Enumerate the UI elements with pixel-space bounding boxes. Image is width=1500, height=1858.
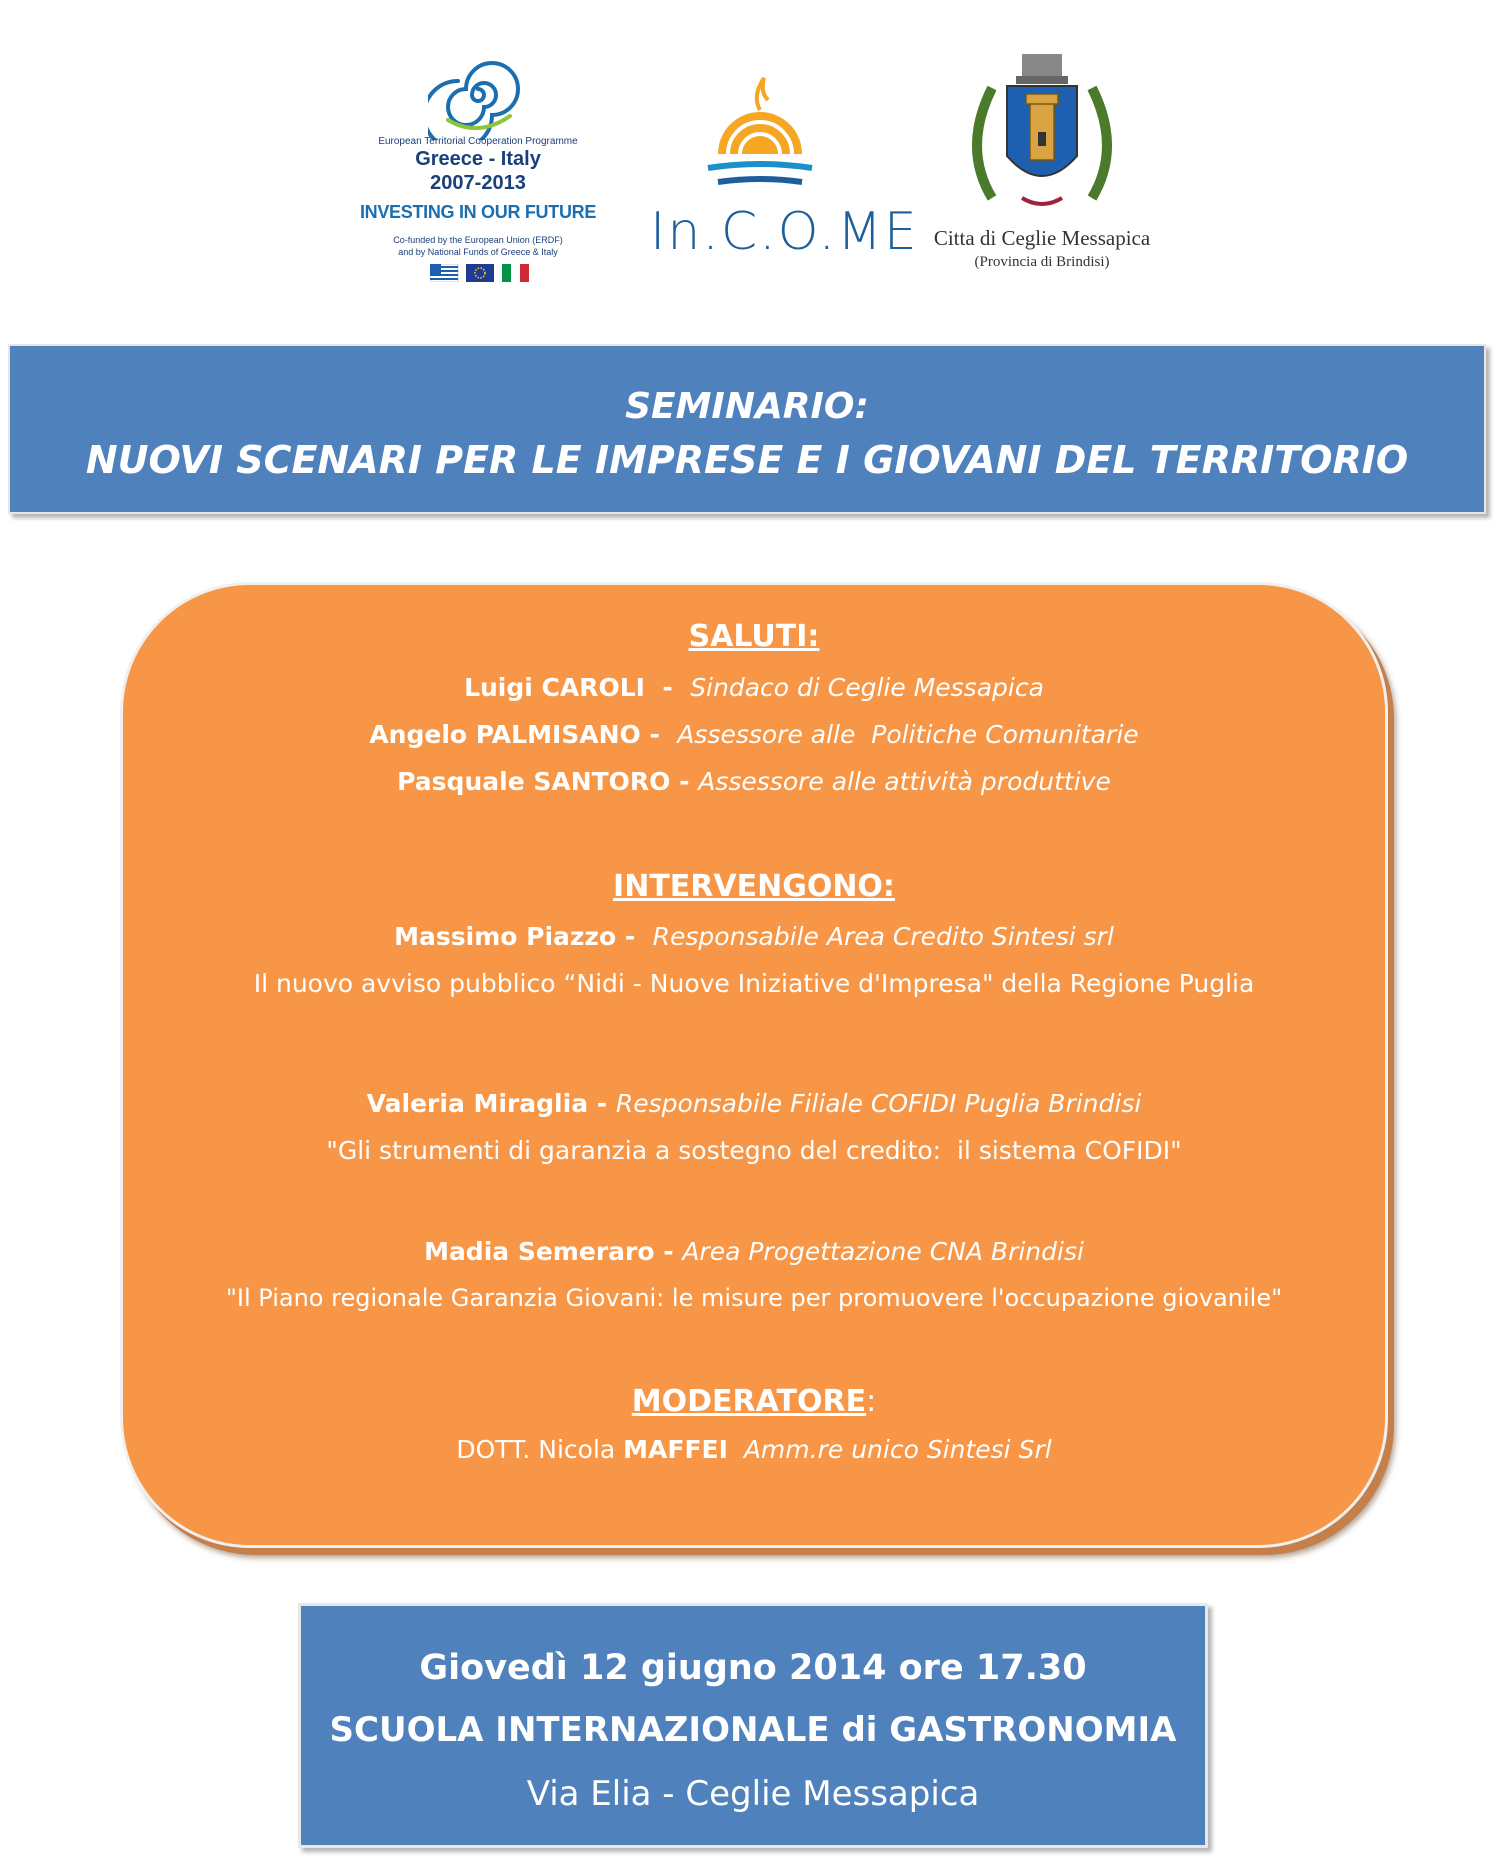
intervengono-heading: INTERVENGONO:: [613, 869, 895, 904]
funding-line-2: and by National Funds of Greece & Italy: [398, 247, 558, 257]
ceglie-name: Citta di Ceglie Messapica: [933, 226, 1151, 250]
saluti-person: Angelo PALMISANO - Assessore alle Politiche Comunitarie: [369, 720, 1139, 749]
ceglie-coat-of-arms: [912, 48, 1172, 298]
programme-slogan: INVESTING IN OUR FUTURE: [359, 202, 597, 222]
saluti-heading: SALUTI:: [688, 619, 820, 654]
moderatore-heading: MODERATORE:: [631, 1384, 877, 1419]
speaker-role: Area Progettazione CNA Brindisi: [682, 1237, 1084, 1266]
person-role: Assessore alle attività produttive: [698, 767, 1111, 796]
speaker-role: Responsabile Area Credito Sintesi srl: [652, 922, 1114, 951]
speaker-name: Valeria Miraglia: [366, 1089, 589, 1118]
ceglie-province: (Provincia di Brindisi): [974, 254, 1110, 270]
flags-icon: [430, 264, 530, 282]
speaker-topic: "Gli strumenti di garanzia a sostegno del credito: il sistema COFIDI": [326, 1136, 1182, 1165]
person-name: Angelo PALMISANO: [369, 720, 641, 749]
moderatore-surname: MAFFEI: [623, 1435, 728, 1464]
seminar-title: NUOVI SCENARI PER LE IMPRESE E I GIOVANI DEL TERRITORIO: [85, 438, 1409, 482]
moderatore-role: Amm.re unico Sintesi Srl: [727, 1435, 1052, 1464]
income-wordmark: In.C.O.ME: [650, 202, 919, 262]
sun-waves-icon: [700, 70, 820, 195]
speaker-line: Madia Semeraro - Area Progettazione CNA Brindisi: [424, 1237, 1084, 1266]
title-banner: [8, 344, 1486, 514]
person-name: Pasquale SANTORO: [397, 767, 671, 796]
speaker-name: Madia Semeraro: [424, 1237, 655, 1266]
moderatore-line: [123, 1435, 1385, 1464]
speaker-role: Responsabile Filiale COFIDI Puglia Brindisi: [615, 1089, 1142, 1118]
saluti-person: Luigi CAROLI - Sindaco di Ceglie Messapica: [464, 673, 1044, 702]
programme-funding: [358, 234, 598, 258]
speaker-topic: "Il Piano regionale Garanzia Giovani: le misure per promuovere l'occupazione giovanile": [225, 1284, 1283, 1312]
person-role: Assessore alle Politiche Comunitarie: [677, 720, 1139, 749]
event-info-box: [298, 1603, 1208, 1848]
programme-countries: Greece - Italy: [415, 148, 541, 170]
speaker-line: Valeria Miraglia - Responsabile Filiale COFIDI Puglia Brindisi: [366, 1089, 1142, 1118]
saluti-person: Pasquale SANTORO - Assessore alle attività produttive: [397, 767, 1111, 796]
speaker-line: Massimo Piazzo - Responsabile Area Credito Sintesi srl: [394, 922, 1114, 951]
speaker-topic: Il nuovo avviso pubblico “Nidi - Nuove Iniziative d'Impresa" della Regione Puglia: [253, 969, 1255, 998]
programme-panel: [120, 582, 1388, 1548]
coat-of-arms-icon: [952, 48, 1132, 223]
moderatore-prefix: DOTT. Nicola: [456, 1435, 624, 1464]
interreg-logo: [358, 44, 598, 294]
speaker-name: Massimo Piazzo: [394, 922, 617, 951]
seminar-label: SEMINARIO:: [625, 386, 869, 427]
event-address: Via Elia - Ceglie Messapica: [526, 1774, 980, 1814]
person-name: Luigi CAROLI: [464, 673, 645, 702]
swirl-icon: [428, 50, 528, 140]
event-venue: SCUOLA INTERNAZIONALE di GASTRONOMIA: [329, 1710, 1177, 1750]
programme-years: 2007-2013: [430, 172, 526, 194]
person-role: Sindaco di Ceglie Messapica: [690, 673, 1044, 702]
programme-line: European Territorial Cooperation Programme: [378, 136, 578, 147]
event-datetime: Giovedì 12 giugno 2014 ore 17.30: [419, 1648, 1087, 1688]
income-logo: [640, 70, 919, 290]
funding-line-1: Co-funded by the European Union (ERDF): [393, 235, 563, 245]
